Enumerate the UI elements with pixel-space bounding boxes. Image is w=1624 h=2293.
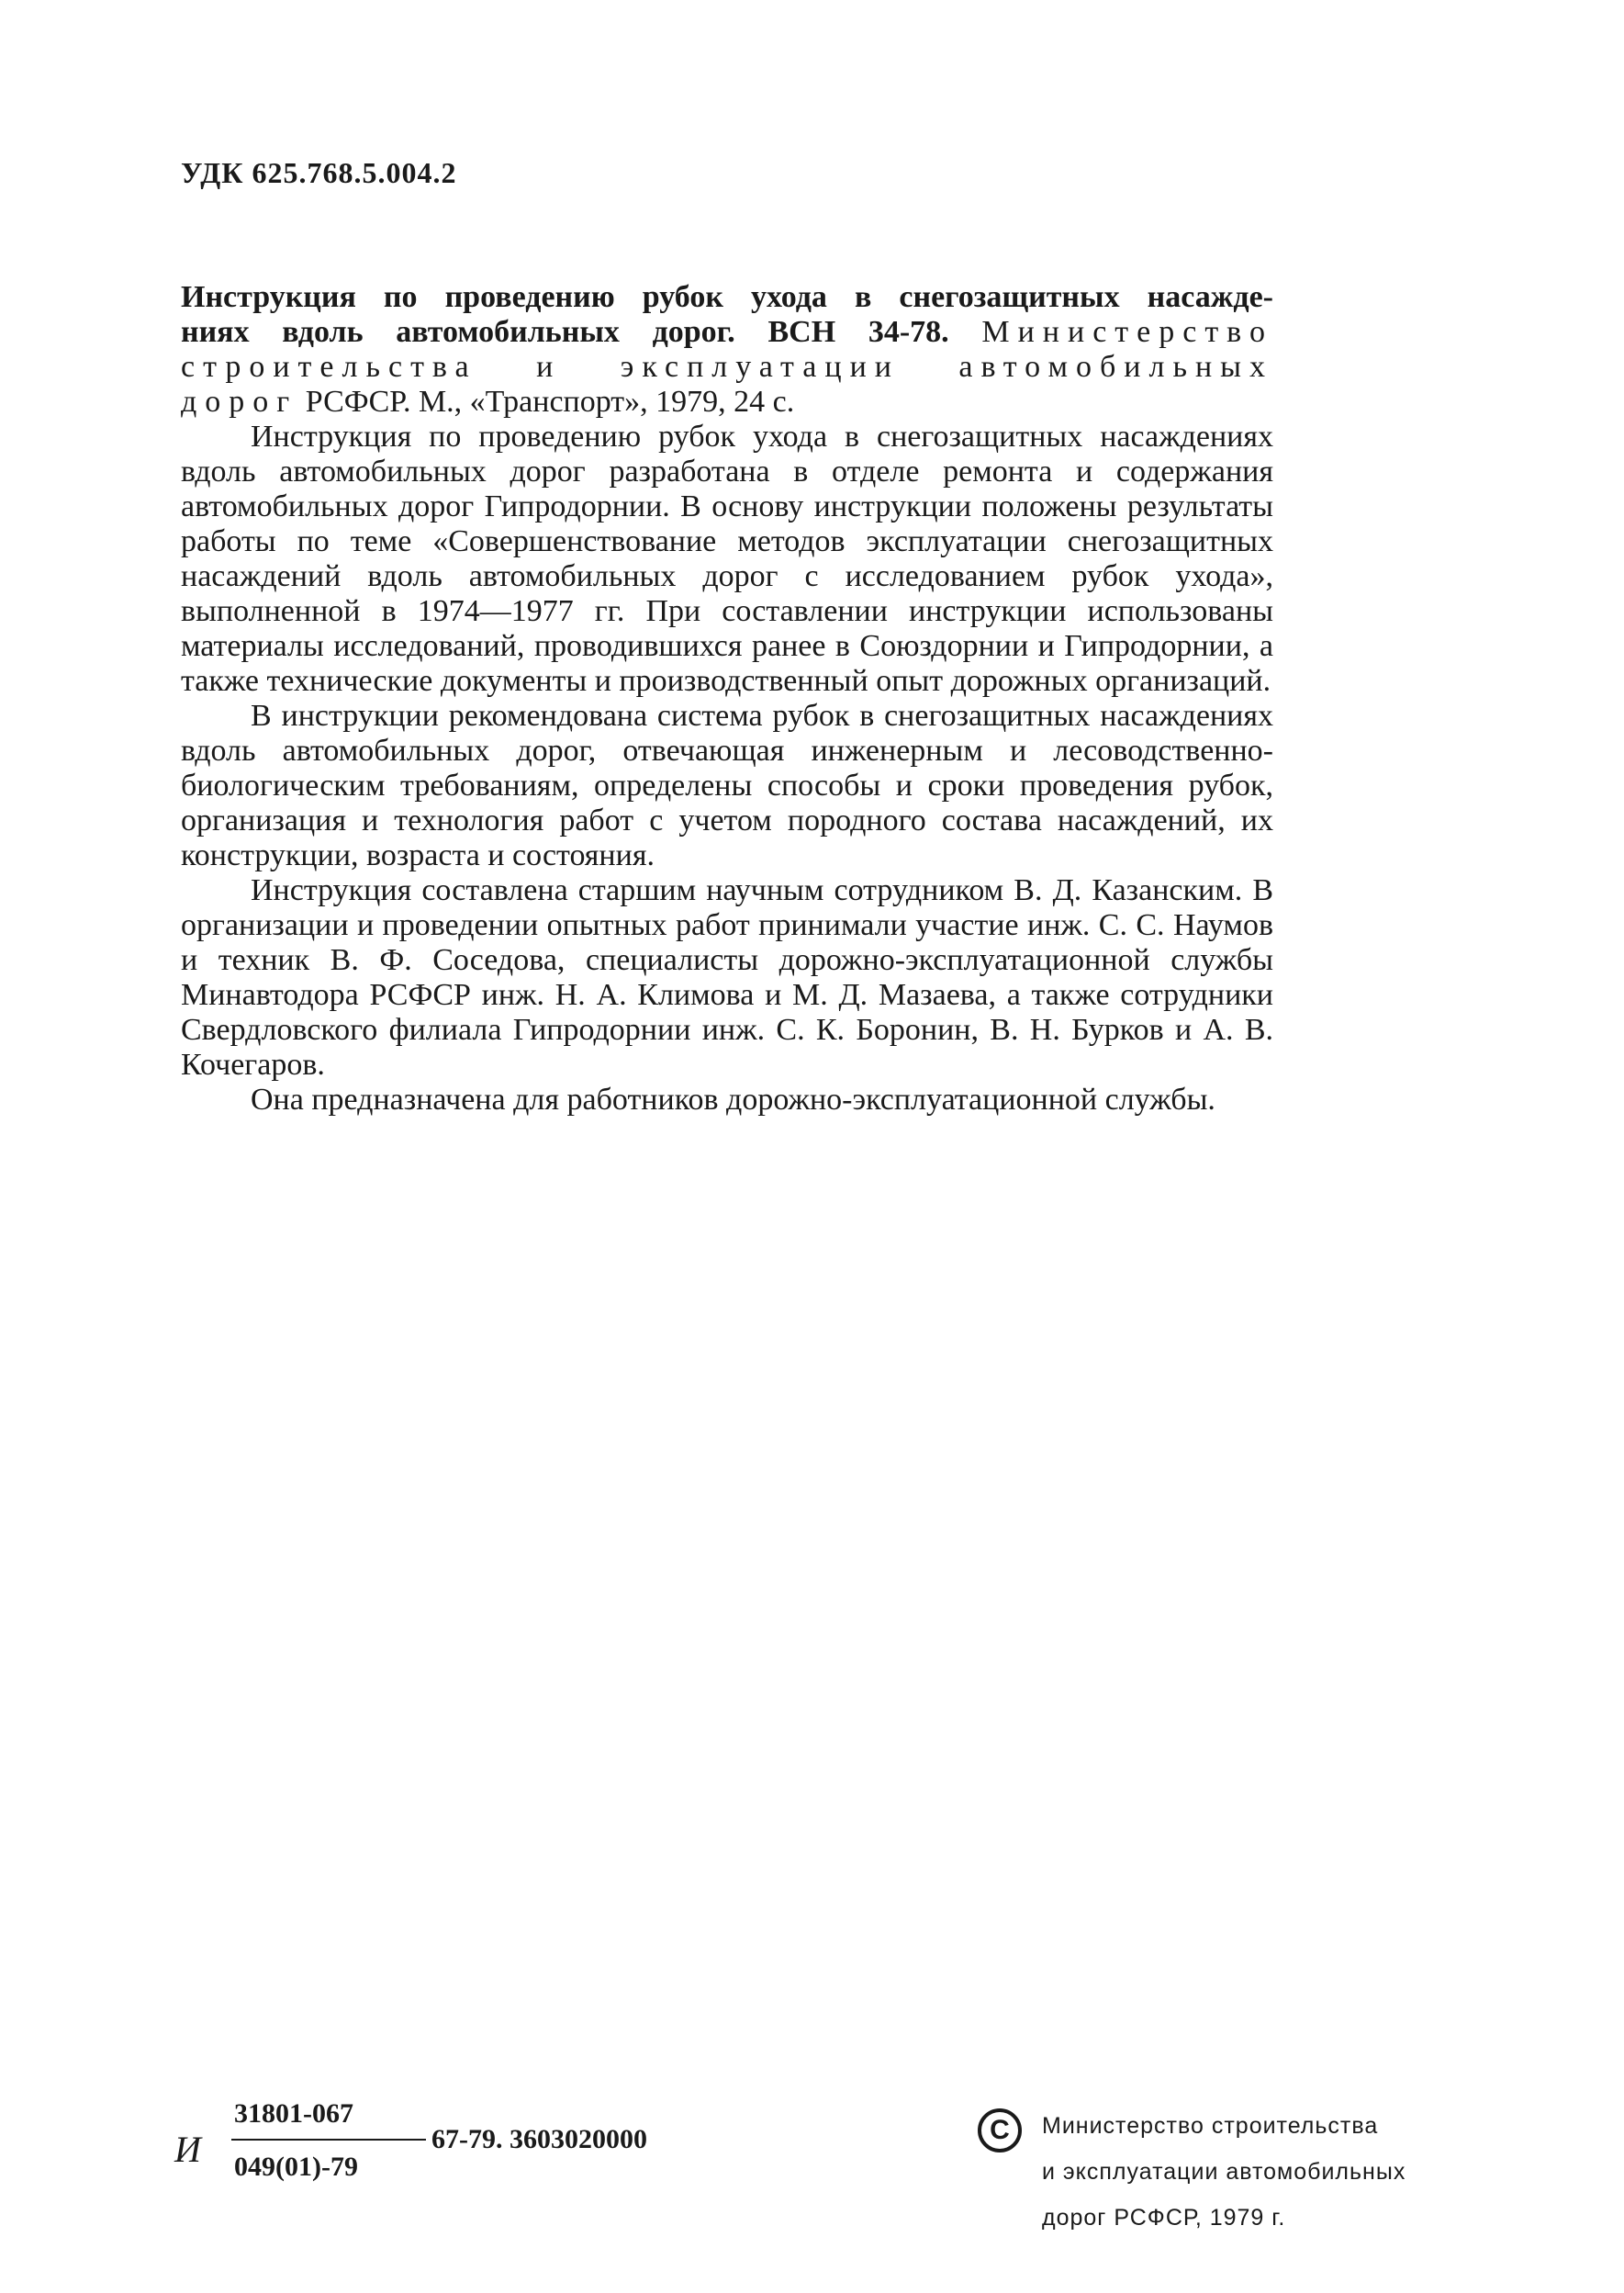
index-code: 67-79. 3603020000 <box>431 2124 647 2154</box>
copyright-line-2: и эксплуатации автомобильных <box>1042 2159 1406 2185</box>
paragraph-2: В инструкции рекомендована система рубок в снегозащитных насаждениях вдоль автомобильных дорог, отвечающая инженерным и лесоводственно-биологическим требованиям, определены способы и сроки проведения рубок, организация и технология работ с учетом породного состава насаждений, их конструкции, возраста и состояния. <box>181 699 1273 872</box>
paragraph-1: Инструкция по проведению рубок ухода в снегозащитных насаждениях вдоль автомобильных дорог разработана в отделе ремонта и содержания автомобильных дорог Гипродорнии. В основу инструкции положены результаты работы по теме «Совершенствование методов эксплуатации снегозащитных насаждений вдоль автомобильных дорог с исследованием рубок ухода», выполненной в 1974—1977 гг. При составлении инструкции использованы материалы исследований, проводившихся ранее в Союздорнии и Гипродорнии, а также технические документы и производственный опыт дорожных организаций. <box>181 420 1273 698</box>
reference-publisher-end: дорог <box>181 385 298 419</box>
udk-code: УДК 625.768.5.004.2 <box>181 156 457 189</box>
copyright-notice <box>978 2103 1492 2241</box>
reference-title-end: ниях вдоль автомобильных дорог. ВСН 34-78. <box>181 315 949 349</box>
reference-line-4 <box>181 385 1273 420</box>
copyright-text <box>1042 2103 1406 2241</box>
fraction-line <box>231 2139 426 2141</box>
reference-line-3: строительства и эксплуатации автомобильных <box>181 350 1273 384</box>
paragraph-3: Инструкция составлена старшим научным сотрудником В. Д. Казанским. В организации и проведении опытных работ принимали участие инж. С. С. Наумов и техник В. Ф. Соседова, специалисты дорожно-эксплуатационной службы Минавтодора РСФСР инж. Н. А. Климова и М. Д. Мазаева, а также сотрудники Свердловского филиала Гипродорнии инж. С. К. Боронин, В. Н. Бурков и А. В. Кочегаров. <box>181 873 1273 1082</box>
copyright-line-1: Министерство строительства <box>1042 2113 1379 2139</box>
reference-line-2 <box>181 315 1273 350</box>
paragraph-4: Она предназначена для работников дорожно-эксплуатационной службы. <box>251 1083 1215 1117</box>
reference-publisher-start: Министерство <box>981 315 1274 349</box>
index-letter: И <box>174 2129 201 2170</box>
index-numerator: 31801-067 <box>234 2098 353 2129</box>
publication-index <box>174 2098 744 2209</box>
copyright-icon: C <box>978 2108 1022 2152</box>
index-denominator: 049(01)-79 <box>234 2152 358 2182</box>
reference-line-1: Инструкция по проведению рубок ухода в снегозащитных насажде- <box>181 280 1273 314</box>
main-text <box>181 280 1273 1118</box>
copyright-line-3: дорог РСФСР, 1979 г. <box>1042 2205 1286 2231</box>
reference-imprint: РСФСР. М., «Транспорт», 1979, 24 с. <box>305 385 795 419</box>
